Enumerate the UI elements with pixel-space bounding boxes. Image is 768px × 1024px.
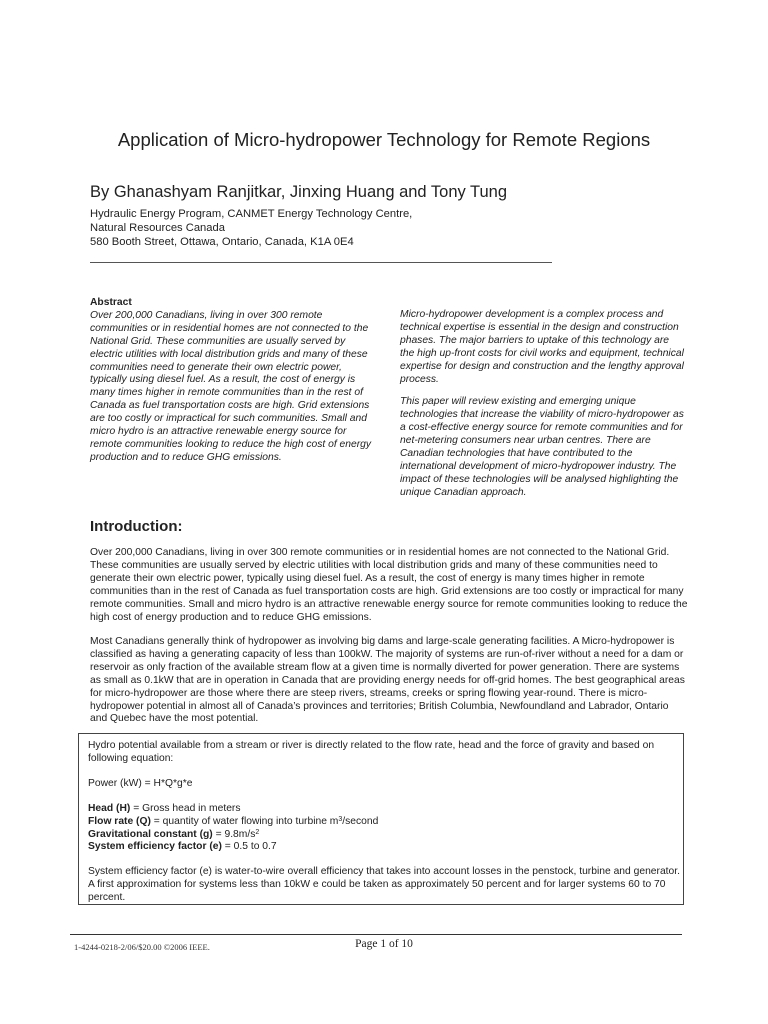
efficiency-label: System efficiency factor (e) <box>88 841 222 853</box>
power-equation: Power (kW) = H*Q*g*e <box>88 777 193 789</box>
abstract-left-text: Over 200,000 Canadians, living in over 300 remote communities or in residential homes are not connected to the National Grid. These communities are usually served by electric utilities with local distribution grids and many of these communities need to generate their own electric power, typically using diesel fuel. As a result, the cost of energy is many times higher in remote communities than in the rest of Canada as fuel transportation costs are high. Grid extensions are too costly or impractical for such communities. Small and micro hydro is an attractive renewable energy source for remote communities looking to reduce the high cost of energy production and to reduce GHG emissions. <box>90 309 372 463</box>
flow-text: = quantity of water flowing into turbine m <box>150 815 339 827</box>
introduction-paragraph-1: Over 200,000 Canadians, living in over 300 remote communities or in residential homes are not connected to the National Grid. These communities are usually served by electric utilities with local distribution grids and many of these communities need to generate their own electric power, typically using diesel fuel. As a result, the cost of energy is many times higher in remote communities than in the rest of Canada as fuel transportation costs are high. Grid extensions are too costly or impractical for many remote communities. Small and micro hydro is an attractive renewable energy source for remote communities looking to reduce the high cost of energy production and to reduce GHG emissions. <box>90 547 688 623</box>
box-intro: Hydro potential available from a stream or river is directly related to the flow rate, head and the force of gravity and based on following equation: <box>88 740 655 764</box>
abstract-heading: Abstract <box>90 297 132 308</box>
abstract-left-column <box>90 297 375 465</box>
page-number: Page 1 of 10 <box>355 938 413 950</box>
abstract-right-paragraph-1: Micro-hydropower development is a complex process and technical expertise is essential in the design and construction phases. The major barriers to uptake of this technology are the high up-front costs for civil works and equipment, technical expertise for design and construction and the lengthy approval process. <box>400 309 684 385</box>
affiliation-line-3: 580 Booth Street, Ottawa, Ontario, Canada, K1A 0E4 <box>90 236 354 249</box>
gravity-superscript: 2 <box>255 828 260 836</box>
affiliation-line-1: Hydraulic Energy Program, CANMET Energy Technology Centre, <box>90 208 413 220</box>
footer-divider <box>70 934 682 935</box>
equation-box <box>78 733 684 905</box>
affiliation <box>90 207 412 250</box>
head-definition <box>88 803 683 816</box>
author-line: By Ghanashyam Ranjitkar, Jinxing Huang and Tony Tung <box>90 183 508 201</box>
efficiency-definition <box>88 841 683 854</box>
affiliation-line-2: Natural Resources Canada <box>90 222 225 235</box>
header-divider <box>90 262 552 263</box>
abstract-right-paragraph-2: This paper will review existing and emerging unique technologies that increase the viability of micro-hydropower as a cost-effective energy source for remote communities and for net-metering consumers near urban centres. There are Canadian technologies that have contributed to the international development of micro-hydropower industry. The impact of these technologies will be analysed highlighting the unique Canadian approach. <box>400 396 684 498</box>
flow-label: Flow rate (Q) <box>88 815 151 827</box>
gravity-definition <box>88 829 683 842</box>
paper-title: Application of Micro-hydropower Technology for Remote Regions <box>117 129 651 150</box>
head-text: = Gross head in meters <box>130 802 241 814</box>
introduction-heading: Introduction: <box>90 518 183 535</box>
flow-tail: /second <box>342 815 379 827</box>
gravity-label: Gravitational constant (g) <box>88 828 213 840</box>
efficiency-text: = 0.5 to 0.7 <box>221 841 277 853</box>
abstract-right-column <box>400 309 685 510</box>
head-label: Head (H) <box>88 802 131 814</box>
copyright-notice: 1-4244-0218-2/06/$20.00 ©2006 IEEE. <box>74 942 210 952</box>
box-closing: System efficiency factor (e) is water-to-wire overall efficiency that takes into account losses in the penstock, turbine and generator. A first approximation for systems less than 10kW e could be taken as approximately 50 percent and for larger systems 60 to 70 percent. <box>88 866 680 904</box>
gravity-text: = 9.8m/s <box>212 828 256 840</box>
introduction-paragraph-2: Most Canadians generally think of hydropower as involving big dams and large-scale generating facilities. A Micro-hydropower is classified as having a generating capacity of less than 100kW. The majority of systems are run-of-river without a need for a dam or reservoir as only fraction of the available stream flow at a given time is normally diverted for power generation. There are systems as small as 0.1kW that are in operation in Canada that are providing energy needs for off-grid homes. The best geographical areas for micro-hydropower are those where there are steep rivers, streams, creeks or spring flowing year-round. There is micro-hydropower potential in almost all of Canada’s provinces and territories; British Columbia, Newfoundland and Labrador, Ontario and Quebec have the most potential. <box>90 636 685 725</box>
flow-definition <box>88 816 683 829</box>
flow-superscript: 3 <box>338 815 343 823</box>
